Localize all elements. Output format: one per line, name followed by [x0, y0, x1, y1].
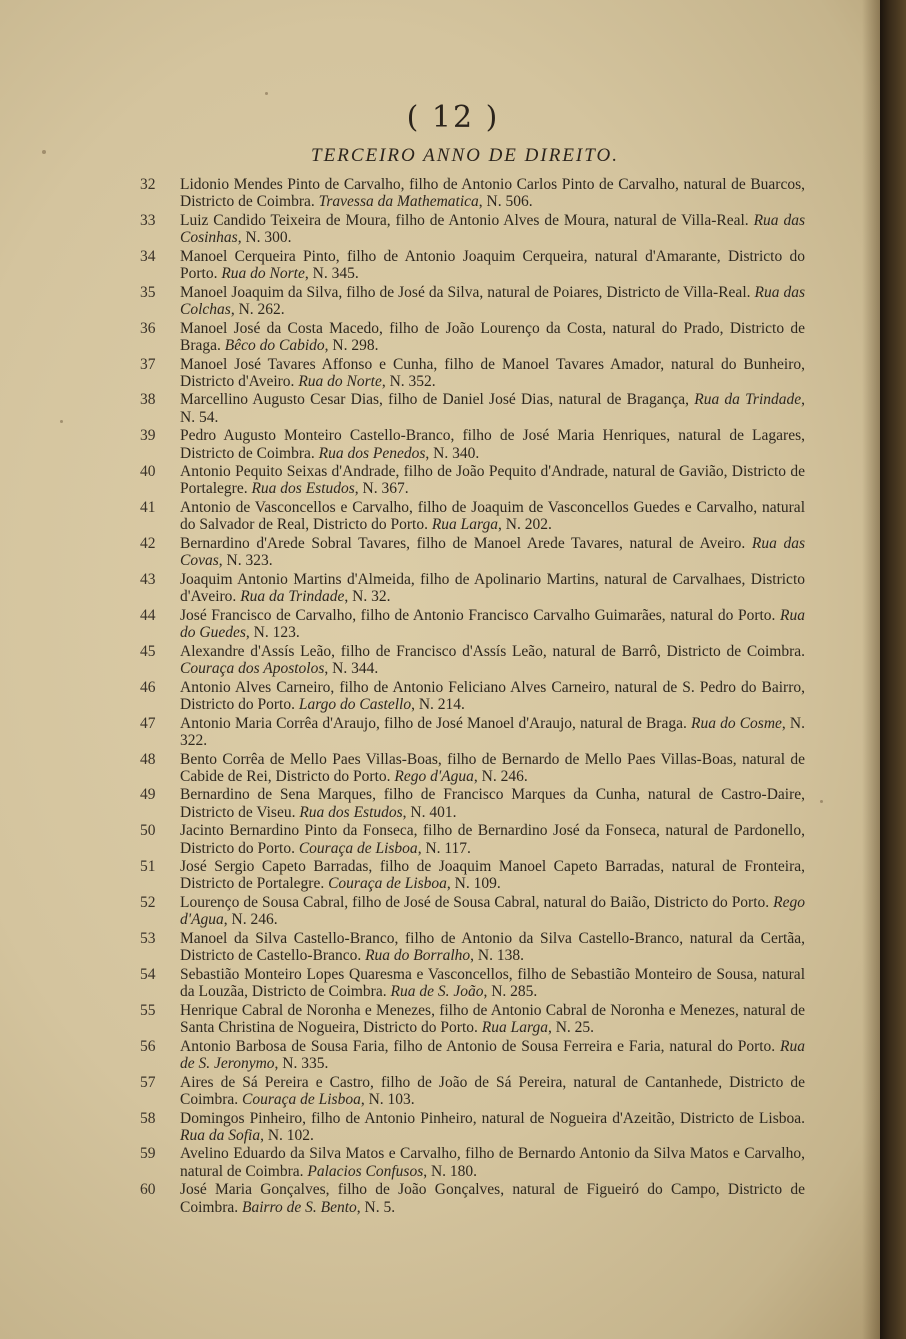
- entry-description: José Sergio Capeto Barradas, filho de Joaquim Manoel Capeto Barradas, natural de Fronteira, Districto de Portalegre.: [180, 858, 805, 893]
- entry-number: 52: [140, 894, 156, 912]
- entry-text: [178, 715, 805, 749]
- entry-description: José Francisco de Carvalho, filho de Antonio Francisco Carvalho Guimarães, natural do Porto.: [180, 606, 776, 624]
- entry-street: Rua Larga: [481, 1019, 548, 1037]
- entry-house-number: , N. 340.: [425, 444, 480, 462]
- entry-description: José Maria Gonçalves, filho de João Gonçalves, natural de Figueiró do Campo, Districto de Coimbra.: [180, 1181, 805, 1216]
- entry-house-number: , N. 344.: [324, 659, 379, 677]
- entry-street: Rua das Colchas: [180, 283, 806, 318]
- list-item: [140, 786, 805, 820]
- entry-number: 50: [140, 822, 156, 840]
- entry-description: Antonio de Vasconcellos e Carvalho, filho de Joaquim de Vasconcellos Guedes e Carvalho, natural do Salvador de Real, Districto do Porto.: [180, 499, 805, 534]
- entry-number: 34: [140, 247, 156, 265]
- entry-description: Domingos Pinheiro, filho de Antonio Pinheiro, natural de Nogueira d'Azeitão, Districto de Lisboa.: [180, 1109, 805, 1127]
- entry-text: [178, 786, 805, 820]
- entry-description: Antonio Maria Corrêa d'Araujo, filho de José Manoel d'Araujo, natural de Braga.: [180, 714, 687, 732]
- entry-number: 59: [140, 1145, 156, 1163]
- entry-street: Rua do Guedes: [180, 606, 806, 642]
- entry-street: Largo do Castello: [298, 695, 412, 713]
- entry-number: 35: [140, 283, 156, 301]
- list-item: [140, 320, 805, 354]
- entry-house-number: , N. 323.: [218, 552, 273, 570]
- entry-street: Rua da Trindade: [240, 588, 345, 606]
- entry-house-number: , N. 352.: [381, 372, 436, 390]
- list-item: [140, 463, 805, 497]
- entry-text: [178, 284, 805, 318]
- entry-street: Rego d'Agua: [394, 767, 474, 785]
- entry-house-number: , N. 202.: [498, 516, 552, 534]
- entry-street: Bêco do Cabido: [224, 336, 325, 354]
- list-item: [140, 284, 805, 318]
- entry-street: Rua do Norte: [298, 372, 382, 390]
- entry-text: [178, 966, 805, 1000]
- list-item: [140, 1038, 805, 1072]
- entry-street: Rua dos Penedos: [318, 444, 426, 462]
- entry-number: 56: [140, 1037, 156, 1055]
- entry-number: 53: [140, 930, 156, 948]
- entry-house-number: , N. 262.: [230, 300, 285, 318]
- entry-number: 36: [140, 319, 156, 337]
- page-number: ( 12 ): [406, 100, 500, 135]
- entry-street: Rua das Cosinhas: [180, 211, 805, 247]
- list-item: [140, 751, 805, 785]
- entry-street: Palacios Confusos: [307, 1162, 424, 1180]
- entry-number: 48: [140, 750, 156, 768]
- entry-text: [178, 356, 805, 390]
- entry-street: Bairro de S. Bento: [242, 1198, 357, 1216]
- entry-house-number: , N. 322.: [180, 714, 805, 749]
- entry-description: Manoel José da Costa Macedo, filho de João Lourenço da Costa, natural do Prado, Districto de Braga.: [180, 319, 805, 354]
- entry-text: [178, 1145, 805, 1179]
- entry-number: 44: [140, 606, 156, 624]
- paper-speck: [820, 800, 823, 803]
- entry-text: [178, 1181, 805, 1215]
- entry-description: Bento Corrêa de Mello Paes Villas-Boas, filho de Bernardo de Mello Paes Villas-Boas, natural de Cabide de Rei, Districto do Porto.: [180, 750, 805, 785]
- entry-street: Rua de S. Jeronymo: [180, 1037, 806, 1072]
- entry-number: 43: [140, 570, 156, 588]
- entry-house-number: , N. 5.: [356, 1198, 396, 1216]
- entry-house-number: , N. 214.: [411, 695, 465, 713]
- paper-speck: [265, 92, 268, 95]
- list-item: [140, 715, 805, 749]
- entry-text: [178, 1038, 805, 1072]
- entry-text: [178, 822, 805, 856]
- section-title: TERCEIRO ANNO DE DIREITO.: [311, 145, 619, 166]
- list-item: [140, 248, 805, 282]
- list-item: [140, 930, 805, 964]
- entry-text: [178, 679, 805, 713]
- entry-house-number: , N. 401.: [402, 803, 457, 821]
- adjacent-page-edge: [880, 0, 906, 1339]
- entry-text: [178, 391, 805, 425]
- entry-number: 58: [140, 1109, 156, 1127]
- page-spine-shadow: [862, 0, 880, 1339]
- entry-description: Manoel José Tavares Affonso e Cunha, filho de Manoel Tavares Amador, natural do Bunheiro, Districto d'Aveiro.: [180, 355, 805, 390]
- entry-number: 37: [140, 355, 156, 373]
- entry-street: Rua Larga: [431, 516, 499, 534]
- entry-description: Aires de Sá Pereira e Castro, filho de João de Sá Pereira, natural de Cantanhede, Districto de Coimbra.: [180, 1073, 805, 1108]
- list-item: [140, 1002, 805, 1036]
- entry-text: [178, 463, 805, 497]
- paper-speck: [60, 420, 63, 423]
- entry-description: Antonio Pequito Seixas d'Andrade, filho de João Pequito d'Andrade, natural de Gavião, Districto de Portalegre.: [180, 463, 805, 498]
- entry-number: 51: [140, 858, 156, 876]
- entry-house-number: , N. 180.: [423, 1162, 478, 1180]
- entry-street: Rua do Borralho: [365, 947, 471, 965]
- list-item: [140, 356, 805, 390]
- entry-number: 33: [140, 211, 156, 229]
- entry-text: [178, 1074, 805, 1108]
- entry-text: [178, 643, 805, 677]
- list-item: [140, 966, 805, 1000]
- entry-street: Couraça de Lisboa: [298, 839, 418, 857]
- entry-street: Rua do Norte: [221, 265, 305, 283]
- entry-number: 57: [140, 1073, 156, 1091]
- entry-description: Marcellino Augusto Cesar Dias, filho de Daniel José Dias, natural de Bragança,: [180, 391, 689, 409]
- list-item: [140, 858, 805, 892]
- entry-street: Couraça de Lisboa: [328, 875, 447, 893]
- entry-house-number: , N. 246.: [223, 911, 278, 929]
- entry-text: [178, 535, 805, 569]
- list-item: [140, 176, 805, 210]
- list-item: [140, 1110, 805, 1144]
- entry-house-number: , N. 285.: [483, 983, 538, 1001]
- entry-description: Lidonio Mendes Pinto de Carvalho, filho de Antonio Carlos Pinto de Carvalho, natural de Buarcos, Districto de Coimbra.: [180, 176, 805, 211]
- entry-house-number: , N. 138.: [470, 947, 524, 965]
- entry-street: Travessa da Mathematica: [318, 193, 479, 211]
- entry-text: [178, 1110, 805, 1144]
- student-list: [140, 176, 805, 1217]
- entry-house-number: , N. 335.: [274, 1054, 329, 1072]
- entry-text: [178, 930, 805, 964]
- entry-description: Alexandre d'Assís Leão, filho de Francisco d'Assís Leão, natural de Barrô, Districto de Coimbra.: [180, 642, 805, 660]
- entry-house-number: , N. 246.: [473, 767, 528, 785]
- entry-text: [178, 607, 805, 641]
- entry-street: Rua do Cosme: [690, 714, 782, 732]
- entry-number: 49: [140, 786, 156, 804]
- entry-description: Bernardino de Sena Marques, filho de Francisco Marques da Cunha, natural de Castro-Daire, Districto de Viseu.: [180, 786, 805, 821]
- entry-street: Rua de S. João: [390, 983, 484, 1001]
- entry-street: Rua das Covas: [180, 535, 805, 570]
- entry-description: Pedro Augusto Monteiro Castello-Branco, filho de José Maria Henriques, natural de Lagares, Districto de Coimbra.: [180, 427, 805, 462]
- entry-number: 60: [140, 1181, 156, 1199]
- entry-text: [178, 571, 805, 605]
- entry-description: Antonio Alves Carneiro, filho de Antonio Feliciano Alves Carneiro, natural de S. Pedro do Bairro, Districto do Porto.: [180, 678, 805, 713]
- entry-house-number: , N. 367.: [354, 480, 409, 498]
- entry-description: Manoel da Silva Castello-Branco, filho de Antonio da Silva Castello-Branco, natural da Certãa, Districto de Castello-Branco.: [180, 930, 805, 965]
- entry-house-number: , N. 123.: [245, 624, 300, 642]
- entry-description: Avelino Eduardo da Silva Matos e Carvalho, filho de Bernardo Antonio da Silva Matos e Carvalho, natural de Coimbra.: [180, 1145, 805, 1180]
- list-item: [140, 643, 805, 677]
- list-item: [140, 1181, 805, 1215]
- entry-number: 46: [140, 678, 156, 696]
- entry-house-number: , N. 117.: [417, 839, 471, 857]
- entry-street: Rua da Sofia: [180, 1126, 261, 1144]
- entry-text: [178, 320, 805, 354]
- entry-text: [178, 248, 805, 282]
- entry-description: Bernardino d'Arede Sobral Tavares, filho de Manoel Arede Tavares, natural de Aveiro.: [180, 535, 746, 553]
- entry-number: 55: [140, 1001, 156, 1019]
- entry-street: Couraça dos Apostolos: [180, 659, 325, 677]
- entry-text: [178, 751, 805, 785]
- entry-description: Manoel Joaquim da Silva, filho de José da Silva, natural de Poiares, Districto de Villa-Real.: [180, 283, 751, 301]
- entry-house-number: , N. 300.: [237, 229, 292, 247]
- list-item: [140, 499, 805, 533]
- list-item: [140, 535, 805, 569]
- entry-number: 42: [140, 535, 156, 553]
- list-item: [140, 391, 805, 425]
- entry-number: 45: [140, 642, 156, 660]
- entry-description: Henrique Cabral de Noronha e Menezes, filho de Antonio Cabral de Noronha e Menezes, natural de Santa Christina de Nogueira, Districto do Porto.: [180, 1001, 805, 1037]
- entry-street: Rua dos Estudos: [251, 480, 355, 498]
- list-item: [140, 679, 805, 713]
- entry-description: Manoel Cerqueira Pinto, filho de Antonio Joaquim Cerqueira, natural d'Amarante, Districto do Porto.: [180, 247, 805, 283]
- entry-street: Couraça de Lisboa: [242, 1090, 361, 1108]
- entry-text: [178, 176, 805, 210]
- entry-description: Luiz Candido Teixeira de Moura, filho de Antonio Alves de Moura, natural de Villa-Real.: [180, 211, 749, 229]
- entry-text: [178, 212, 805, 246]
- entry-text: [178, 427, 805, 461]
- list-item: [140, 822, 805, 856]
- entry-description: Antonio Barbosa de Sousa Faria, filho de Antonio de Sousa Ferreira e Faria, natural do Porto.: [180, 1037, 776, 1055]
- entry-house-number: , N. 54.: [180, 391, 806, 426]
- entry-street: Rego d'Agua: [180, 894, 805, 929]
- entry-house-number: , N. 102.: [260, 1126, 314, 1144]
- entry-number: 39: [140, 427, 156, 445]
- entry-number: 40: [140, 463, 156, 481]
- list-item: [140, 607, 805, 641]
- entry-street: Rua da Trindade: [694, 391, 802, 409]
- entry-description: Jacinto Bernardino Pinto da Fonseca, filho de Bernardino José da Fonseca, natural de Pardonello, Districto do Porto.: [180, 822, 805, 857]
- entry-house-number: , N. 103.: [360, 1090, 415, 1108]
- list-item: [140, 894, 805, 928]
- entry-house-number: , N. 298.: [324, 336, 379, 354]
- entry-house-number: , N. 506.: [478, 193, 533, 211]
- entry-street: Rua dos Estudos: [299, 803, 403, 821]
- list-item: [140, 212, 805, 246]
- list-item: [140, 1074, 805, 1108]
- entry-number: 54: [140, 965, 156, 983]
- entry-text: [178, 894, 805, 928]
- entry-house-number: , N. 345.: [304, 265, 359, 283]
- entry-description: Joaquim Antonio Martins d'Almeida, filho de Apolinario Martins, natural de Carvalhaes, Districto d'Aveiro.: [180, 570, 805, 606]
- entry-number: 32: [140, 176, 156, 193]
- list-item: [140, 427, 805, 461]
- entry-number: 47: [140, 714, 156, 732]
- entry-text: [178, 1002, 805, 1036]
- list-item: [140, 571, 805, 605]
- entry-number: 38: [140, 391, 156, 409]
- entry-house-number: , N. 25.: [547, 1019, 595, 1037]
- entry-number: 41: [140, 499, 156, 517]
- entry-description: Lourenço de Sousa Cabral, filho de José de Sousa Cabral, natural do Baião, Districto do Porto.: [180, 894, 770, 912]
- entry-description: Sebastião Monteiro Lopes Quaresma e Vasconcellos, filho de Sebastião Monteiro de Sousa, natural da Louzãa, Districto de Coimbra.: [180, 965, 805, 1001]
- entry-text: [178, 858, 805, 892]
- entry-house-number: , N. 32.: [344, 588, 391, 606]
- entry-house-number: , N. 109.: [446, 875, 501, 893]
- entry-text: [178, 499, 805, 533]
- list-item: [140, 1145, 805, 1179]
